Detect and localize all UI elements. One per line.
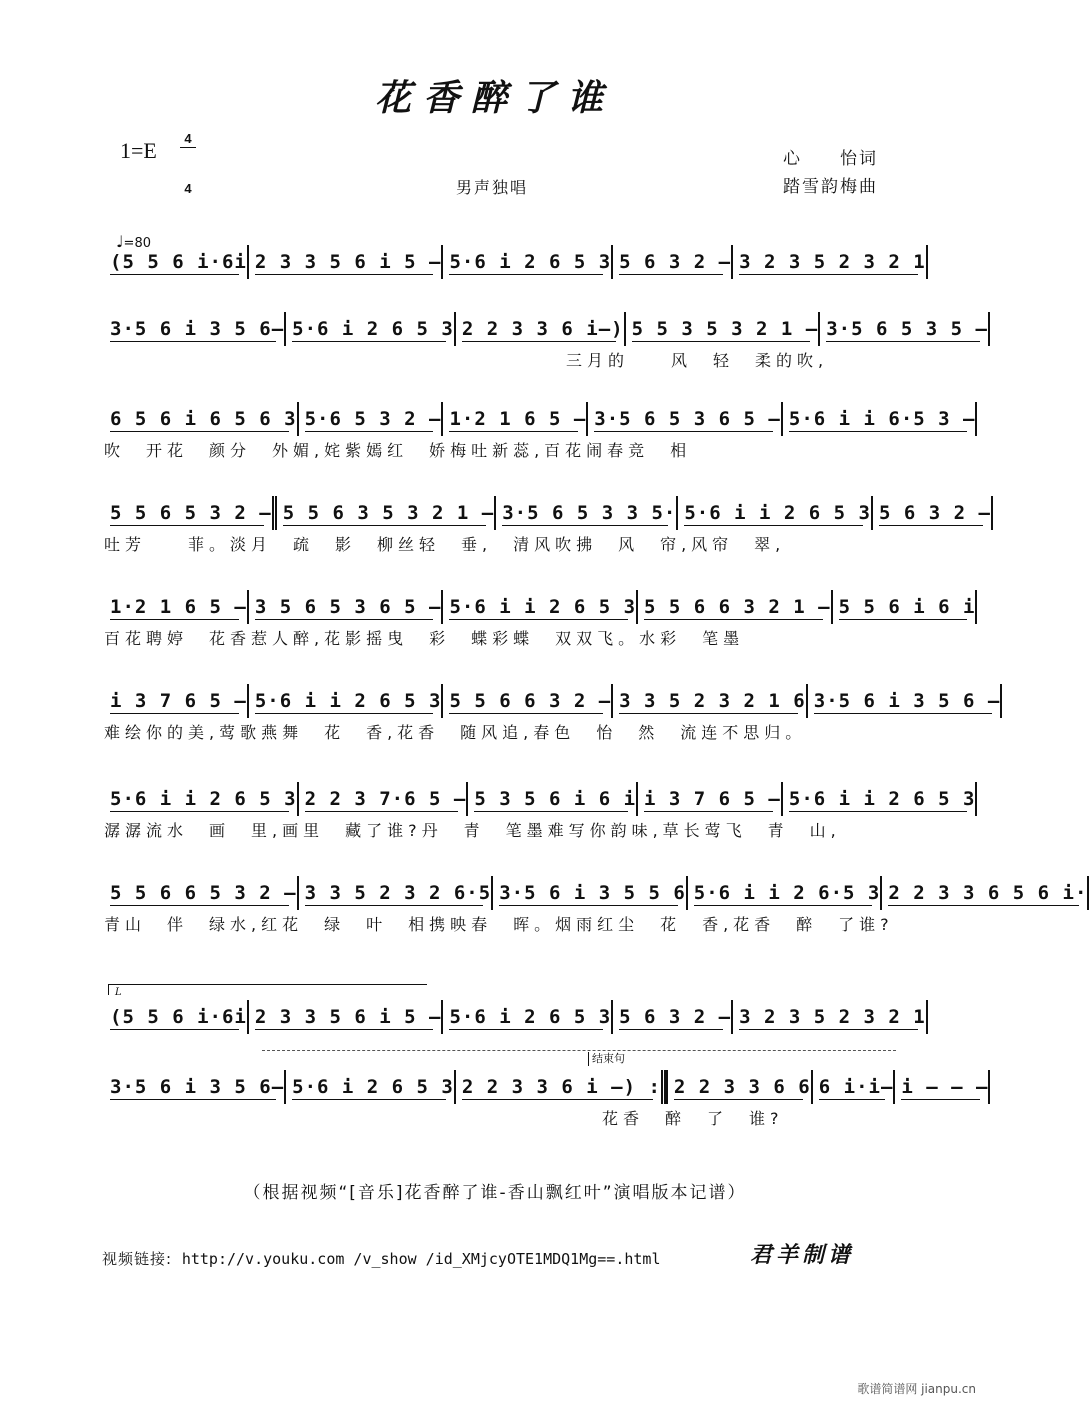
video-link[interactable]: http://v.youku.com /v_show /id_XMjcyOTE1MDQ1Mg==.html: [181, 1250, 661, 1268]
measure: 5 5 6 5 3 2 –: [110, 502, 272, 524]
lyrics-line: [104, 1034, 898, 1060]
notation-row: [104, 312, 988, 346]
beam-underline: [826, 341, 980, 342]
meter-divider: [180, 147, 196, 181]
measure: 5 5 6 6 3 2 1 –: [636, 590, 831, 624]
measure: 1·2 1 6 5 –: [110, 596, 247, 618]
bracket-label: L: [115, 987, 122, 998]
measure: 2 2 3 7·6 5 –: [297, 782, 467, 816]
time-signature: [180, 132, 196, 196]
measure: 5 5 6 6 3 2 –: [441, 684, 611, 718]
beam-underline: [110, 1029, 239, 1030]
beam-underline: [449, 431, 578, 432]
score-system: [104, 876, 1088, 936]
watermark: 歌谱简谱网 jianpu.cn: [857, 1382, 976, 1396]
measure: i – – –: [893, 1070, 990, 1104]
composer-credit: 踏雪韵梅曲: [783, 177, 878, 197]
measure: 5·6 i 2 6 5 3: [441, 245, 611, 279]
measure: 3 2 3 5 2 3 2 1: [731, 1000, 928, 1034]
measure: 3·5 6 5 3 6 5 –: [586, 402, 781, 436]
measure: 3·5 6 5 3 3 5·: [494, 496, 676, 530]
beam-underline: [694, 905, 873, 906]
meter-top: 4: [184, 131, 192, 146]
measure: (5 5 6 i·6i: [110, 1006, 247, 1028]
voice-type: 男声独唱: [456, 178, 529, 197]
beam-underline: [789, 811, 968, 812]
notation-row: [104, 1070, 989, 1104]
measure: 1·2 1 6 5 –: [441, 402, 586, 436]
measure: 5 3 5 6 i 6 i: [466, 782, 636, 816]
lyrics-line: [104, 279, 898, 305]
beam-underline: [644, 619, 823, 620]
beam-underline: [255, 713, 434, 714]
measure: 6 5 6 i 6 5 6 3: [110, 408, 297, 430]
measure: 5 5 3 5 3 2 1 –: [624, 312, 819, 346]
notation-row: [104, 782, 976, 816]
beam-underline: [292, 1099, 446, 1100]
beam-underline: [632, 341, 811, 342]
measure: 5·6 i i 2 6 5 3: [247, 684, 442, 718]
beam-underline: [110, 619, 239, 620]
beam-underline: [474, 811, 628, 812]
score-system: [104, 590, 976, 650]
score-system: [104, 245, 926, 305]
measure: 3·5 6 i 3 5 6 –: [806, 684, 1003, 718]
measure: 5·6 i i 2 6 5 3: [676, 496, 871, 530]
beam-underline: [255, 1029, 434, 1030]
beam-underline: [879, 525, 983, 526]
score-system: [104, 312, 988, 372]
meter-bottom: 4: [184, 181, 192, 196]
beam-underline: [839, 619, 968, 620]
measure: 3 3 5 2 3 2 1 6: [611, 684, 806, 718]
notation-row: [104, 1000, 926, 1034]
measure: 5·6 i 2 6 5 3: [284, 312, 454, 346]
lyrics-line: 青山 伴 绿水,红花 绿 叶 相携映春 晖。烟雨红尘 花 香,花香 醉 了谁?: [104, 914, 894, 934]
beam-underline: [283, 525, 486, 526]
beam-underline: [110, 431, 289, 432]
measure: (5 5 6 i·6i: [110, 251, 247, 273]
notation-row: [104, 245, 926, 279]
measure: 5·6 5 3 2 –: [297, 402, 442, 436]
beam-underline: [110, 713, 239, 714]
measure: i 3 7 6 5 –: [110, 690, 247, 712]
measure: 2 3 3 5 6 i 5 –: [247, 245, 442, 279]
beam-underline: [292, 341, 446, 342]
transcriber-signature: 君羊制谱: [750, 1242, 855, 1268]
notation-row: [104, 590, 976, 624]
beam-underline: [674, 1099, 803, 1100]
measure: 2 2 3 3 6 i–): [454, 312, 624, 346]
video-link-label: 视频链接:: [102, 1250, 173, 1268]
measure: 5·6 i 2 6 5 3: [284, 1070, 454, 1104]
beam-underline: [619, 1029, 723, 1030]
beam-underline: [110, 341, 276, 342]
beam-underline: [814, 713, 993, 714]
notation-row: [104, 876, 1088, 910]
beam-underline: [462, 1099, 653, 1100]
notation-row: [104, 402, 976, 436]
measure: 5 6 3 2 –: [871, 496, 993, 530]
beam-underline: [499, 905, 678, 906]
key-signature: 1=E: [120, 138, 157, 163]
ending-line: [262, 1050, 896, 1051]
measure: 2 2 3 3 6 5 6 i·: [880, 876, 1089, 910]
beam-underline: [789, 431, 968, 432]
score-system: [104, 1070, 989, 1130]
measure: 5 6 3 2 –: [611, 245, 731, 279]
measure: 2 2 3 3 6 6: [666, 1070, 811, 1104]
beam-underline: [449, 274, 603, 275]
measure: 3 5 6 5 3 6 5 –: [247, 590, 442, 624]
notation-row: [104, 684, 1001, 718]
measure: 5·6 i i 2 6 5 3: [110, 788, 297, 810]
lyricist-credit: 心 怡词: [783, 149, 878, 169]
measure: 5 5 6 3 5 3 2 1 –: [272, 496, 494, 530]
measure: 5 6 3 2 –: [611, 1000, 731, 1034]
measure: 5 5 6 i 6 i: [831, 590, 978, 624]
beam-underline: [819, 1099, 886, 1100]
beam-underline: [255, 274, 434, 275]
beam-underline: [594, 431, 773, 432]
score-system: [104, 684, 1001, 744]
measure: 2 3 3 5 6 i 5 –: [247, 1000, 442, 1034]
lyrics-line: 潺潺流水 画 里,画里 藏了谁?丹 青 笔墨难写你韵味,草长莺飞 青 山,: [104, 820, 841, 840]
quarter-note-icon: ♩: [116, 232, 124, 251]
beam-underline: [305, 811, 459, 812]
measure: 3 2 3 5 2 3 2 1: [731, 245, 928, 279]
lyrics-line: 吹 开花 颜分 外媚,姹紫嫣红 娇梅吐新蕊,百花闹春竞 相: [104, 440, 692, 460]
repeat-bracket: [108, 984, 427, 998]
ending-label: 结束句: [588, 1052, 625, 1066]
lyrics-line: 难绘你的美,莺歌燕舞 花 香,花香 随风追,春色 怡 然 流连不思归。: [104, 722, 807, 742]
beam-underline: [901, 1099, 980, 1100]
measure: 5·6 i i 6·5 3 –: [781, 402, 978, 436]
song-title: 花香醉了谁: [374, 77, 615, 119]
beam-underline: [502, 525, 668, 526]
measure: 5·6 i 2 6 5 3: [441, 1000, 611, 1034]
transcription-note: （根据视频“[音乐]花香醉了谁-香山飘红叶”演唱版本记谱）: [243, 1183, 747, 1203]
lyrics-line: 花香 醉 了 谁?: [602, 1108, 784, 1128]
beam-underline: [255, 619, 434, 620]
beam-underline: [110, 1099, 276, 1100]
beam-underline: [110, 811, 289, 812]
score-system: [104, 402, 976, 462]
video-link-row: [102, 1248, 660, 1269]
score-system: [104, 496, 991, 556]
tempo-value: =80: [123, 236, 151, 251]
measure: 5·6 i i 2 6 5 3: [781, 782, 978, 816]
measure: 2 2 3 3 6 i –) :: [454, 1070, 666, 1104]
score-system: [104, 1000, 926, 1060]
measure: 5 5 6 6 5 3 2 –: [110, 882, 297, 904]
beam-underline: [619, 713, 798, 714]
beam-underline: [449, 619, 628, 620]
measure: 3·5 6 5 3 5 –: [818, 312, 990, 346]
beam-underline: [449, 1029, 603, 1030]
measure: 5·6 i i 2 6 5 3: [441, 590, 636, 624]
beam-underline: [305, 431, 434, 432]
lyrics-line: 三月的 风 轻 柔的吹,: [566, 350, 829, 370]
beam-underline: [462, 341, 616, 342]
measure: 6 i·i–: [811, 1070, 894, 1104]
beam-underline: [110, 274, 239, 275]
score-system: [104, 782, 976, 842]
notation-row: [104, 496, 991, 530]
measure: 3·5 6 i 3 5 6–: [110, 1076, 285, 1098]
lyrics-line: 百花聘婷 花香惹人醉,花影摇曳 彩 蝶彩蝶 双双飞。水彩 笔墨: [104, 628, 745, 648]
beam-underline: [305, 905, 484, 906]
lyrics-line: 吐芳 菲。淡月 疏 影 柳丝轻 垂, 清风吹拂 风 帘,风帘 翠,: [104, 534, 786, 554]
measure: 3·5 6 i 3 5 6–: [110, 318, 285, 340]
beam-underline: [449, 713, 603, 714]
measure: i 3 7 6 5 –: [636, 782, 781, 816]
beam-underline: [619, 274, 723, 275]
beam-underline: [644, 811, 773, 812]
beam-underline: [888, 905, 1079, 906]
beam-underline: [684, 525, 863, 526]
measure: 3 3 5 2 3 2 6·5: [297, 876, 492, 910]
beam-underline: [739, 274, 918, 275]
beam-underline: [739, 1029, 918, 1030]
measure: 5·6 i i 2 6·5 3: [686, 876, 881, 910]
measure: 3·5 6 i 3 5 5 6: [491, 876, 686, 910]
beam-underline: [110, 905, 289, 906]
beam-underline: [110, 525, 264, 526]
